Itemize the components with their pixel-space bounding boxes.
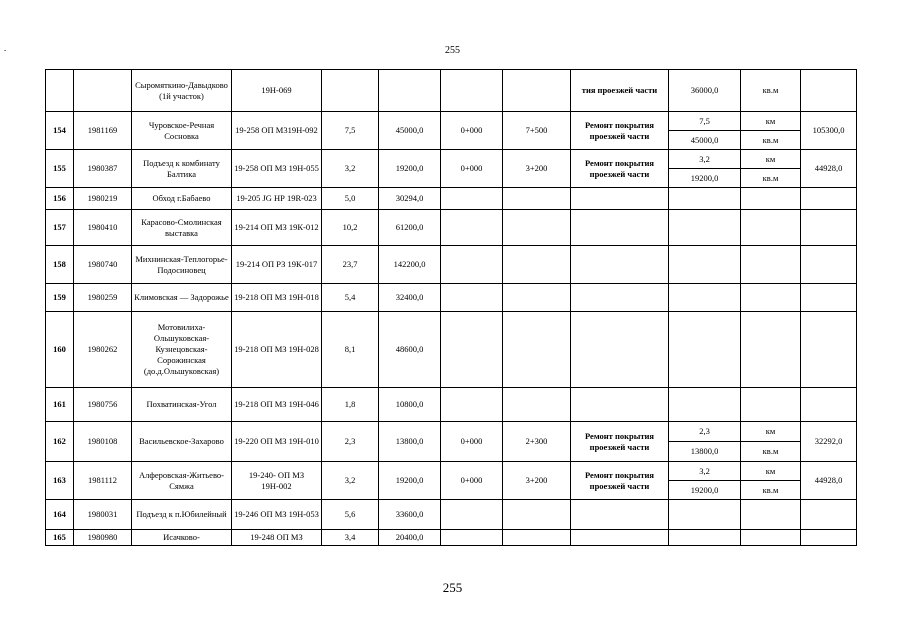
work-total: 105300,0 bbox=[801, 112, 857, 150]
road-id: 1980219 bbox=[74, 188, 132, 210]
empty-cell bbox=[741, 188, 801, 210]
work-unit-km: км bbox=[741, 112, 801, 131]
row-number: 161 bbox=[46, 388, 74, 422]
work-unit-km: км bbox=[741, 150, 801, 169]
road-name: Сыромяткино-Давыдково (1й участок) bbox=[132, 70, 232, 112]
road-name: Чуровское-Речная Сосновка bbox=[132, 112, 232, 150]
empty-cell bbox=[571, 284, 669, 312]
road-length: 5,0 bbox=[322, 188, 379, 210]
row-number: 158 bbox=[46, 246, 74, 284]
road-area: 10800,0 bbox=[379, 388, 441, 422]
empty-cell bbox=[801, 530, 857, 546]
work-total: 44928,0 bbox=[801, 150, 857, 188]
road-code: 19Н-069 bbox=[232, 70, 322, 112]
row-number: 162 bbox=[46, 422, 74, 462]
road-length: 8,1 bbox=[322, 312, 379, 388]
empty-cell bbox=[503, 188, 571, 210]
table-row bbox=[46, 500, 857, 530]
table-row bbox=[46, 530, 857, 546]
road-area: 20400,0 bbox=[379, 530, 441, 546]
road-id: 1980108 bbox=[74, 422, 132, 462]
table-row bbox=[46, 210, 857, 246]
empty-cell bbox=[669, 284, 741, 312]
row-number: 157 bbox=[46, 210, 74, 246]
empty-cell bbox=[441, 210, 503, 246]
km-end: 3+200 bbox=[503, 462, 571, 500]
empty-cell bbox=[441, 312, 503, 388]
work-type: Ремонт покрытия проезжей части bbox=[571, 112, 669, 150]
page-number-bottom: 255 bbox=[442, 580, 463, 595]
empty-cell bbox=[571, 500, 669, 530]
road-length: 7,5 bbox=[322, 112, 379, 150]
empty-cell bbox=[741, 388, 801, 422]
empty-cell bbox=[441, 188, 503, 210]
work-unit-area: кв.м bbox=[741, 481, 801, 500]
road-length: 10,2 bbox=[322, 210, 379, 246]
road-name: Васильевское-Захарово bbox=[132, 422, 232, 462]
road-length: 1,8 bbox=[322, 388, 379, 422]
empty-cell bbox=[571, 312, 669, 388]
roads-table bbox=[45, 69, 857, 546]
km-end: 3+200 bbox=[503, 150, 571, 188]
work-type: тия проезжей части bbox=[571, 70, 669, 112]
row-number: 154 bbox=[46, 112, 74, 150]
road-id: 1981169 bbox=[74, 112, 132, 150]
road-id: 1980387 bbox=[74, 150, 132, 188]
empty-cell bbox=[571, 188, 669, 210]
road-area: 19200,0 bbox=[379, 462, 441, 500]
km-start: 0+000 bbox=[441, 112, 503, 150]
empty-cell bbox=[669, 388, 741, 422]
work-unit-area: кв.м bbox=[741, 169, 801, 188]
work-qty-km: 7,5 bbox=[669, 112, 741, 131]
empty-cell bbox=[801, 388, 857, 422]
empty-cell bbox=[571, 530, 669, 546]
road-id: 1981112 bbox=[74, 462, 132, 500]
km-end: 7+500 bbox=[503, 112, 571, 150]
work-qty: 36000,0 bbox=[669, 70, 741, 112]
empty-cell bbox=[503, 210, 571, 246]
work-unit-area: кв.м bbox=[741, 131, 801, 150]
table-row bbox=[46, 188, 857, 210]
empty-cell bbox=[571, 210, 669, 246]
table-row bbox=[46, 150, 857, 169]
empty-cell bbox=[801, 312, 857, 388]
road-area: 32400,0 bbox=[379, 284, 441, 312]
work-qty-area: 45000,0 bbox=[669, 131, 741, 150]
road-code: 19-220 ОП МЗ 19Н-010 bbox=[232, 422, 322, 462]
road-area: 33600,0 bbox=[379, 500, 441, 530]
road-length: 3,2 bbox=[322, 150, 379, 188]
empty-cell bbox=[741, 284, 801, 312]
work-unit-area: кв.м bbox=[741, 442, 801, 462]
row-number: 155 bbox=[46, 150, 74, 188]
road-code: 19-218 ОП МЗ 19Н-046 bbox=[232, 388, 322, 422]
work-qty-km: 3,2 bbox=[669, 462, 741, 481]
empty-cell bbox=[669, 530, 741, 546]
road-name: Алферовская-Житьево-Сямжа bbox=[132, 462, 232, 500]
table-row bbox=[46, 112, 857, 131]
empty-cell bbox=[741, 210, 801, 246]
work-unit-km: км bbox=[741, 422, 801, 442]
empty-cell bbox=[503, 246, 571, 284]
empty-cell bbox=[503, 388, 571, 422]
row-number: 164 bbox=[46, 500, 74, 530]
empty-cell bbox=[669, 312, 741, 388]
road-area: 61200,0 bbox=[379, 210, 441, 246]
empty-cell bbox=[503, 284, 571, 312]
table-row bbox=[46, 246, 857, 284]
road-name: Михнинская-Теплогорье-Подосиновец bbox=[132, 246, 232, 284]
table-row bbox=[46, 422, 857, 442]
road-length: 3,4 bbox=[322, 530, 379, 546]
row-number: 163 bbox=[46, 462, 74, 500]
road-code: 19-214 ОП МЗ 19К-012 bbox=[232, 210, 322, 246]
row-number: 160 bbox=[46, 312, 74, 388]
road-name: Подъезд к п.Юбилейный bbox=[132, 500, 232, 530]
km-start: 0+000 bbox=[441, 422, 503, 462]
road-id: 1980980 bbox=[74, 530, 132, 546]
road-area: 19200,0 bbox=[379, 150, 441, 188]
road-area: 45000,0 bbox=[379, 112, 441, 150]
road-id: 1980740 bbox=[74, 246, 132, 284]
road-code: 19-218 ОП МЗ 19Н-028 bbox=[232, 312, 322, 388]
empty-cell bbox=[741, 530, 801, 546]
empty-cell bbox=[441, 284, 503, 312]
empty-cell bbox=[441, 388, 503, 422]
empty-cell bbox=[669, 500, 741, 530]
empty-cell bbox=[669, 188, 741, 210]
road-code: 19-248 ОП МЗ bbox=[232, 530, 322, 546]
road-length: 5,6 bbox=[322, 500, 379, 530]
road-length: 2,3 bbox=[322, 422, 379, 462]
work-type: Ремонт покрытия проезжей части bbox=[571, 150, 669, 188]
empty-cell bbox=[441, 246, 503, 284]
road-code: 19-218 ОП МЗ 19Н-018 bbox=[232, 284, 322, 312]
road-code: 19-205 JG НР 19R-023 bbox=[232, 188, 322, 210]
road-code: 19-246 ОП МЗ 19Н-053 bbox=[232, 500, 322, 530]
work-unit-km: км bbox=[741, 462, 801, 481]
row-number: 159 bbox=[46, 284, 74, 312]
road-area: 142200,0 bbox=[379, 246, 441, 284]
road-name: Карасово-Смолинская выставка bbox=[132, 210, 232, 246]
empty-cell bbox=[669, 246, 741, 284]
margin-mark: - bbox=[4, 46, 7, 54]
road-id: 1980031 bbox=[74, 500, 132, 530]
table-row bbox=[46, 70, 857, 112]
empty-cell bbox=[503, 530, 571, 546]
row-number: 165 bbox=[46, 530, 74, 546]
road-name: Исачково- bbox=[132, 530, 232, 546]
table-row bbox=[46, 284, 857, 312]
road-id: 1980259 bbox=[74, 284, 132, 312]
road-name: Обход г.Бабаево bbox=[132, 188, 232, 210]
road-id: 1980262 bbox=[74, 312, 132, 388]
km-start: 0+000 bbox=[441, 150, 503, 188]
empty-cell bbox=[801, 210, 857, 246]
row-number: 156 bbox=[46, 188, 74, 210]
table-row bbox=[46, 312, 857, 388]
work-qty-area: 19200,0 bbox=[669, 481, 741, 500]
page-number-top: 255 bbox=[445, 45, 460, 56]
road-name: Похватинская-Угол bbox=[132, 388, 232, 422]
empty-cell bbox=[801, 188, 857, 210]
road-name: Подъезд к комбинату Балтика bbox=[132, 150, 232, 188]
km-start: 0+000 bbox=[441, 462, 503, 500]
road-length: 3,2 bbox=[322, 462, 379, 500]
empty-cell bbox=[441, 530, 503, 546]
empty-cell bbox=[669, 210, 741, 246]
road-code: 19-214 ОП РЗ 19К-017 bbox=[232, 246, 322, 284]
work-type: Ремонт покрытия проезжей части bbox=[571, 422, 669, 462]
work-qty-km: 2,3 bbox=[669, 422, 741, 442]
empty-cell bbox=[441, 500, 503, 530]
empty-cell bbox=[801, 246, 857, 284]
road-area: 13800,0 bbox=[379, 422, 441, 462]
empty-cell bbox=[503, 500, 571, 530]
road-length: 5,4 bbox=[322, 284, 379, 312]
road-name: Мотовилиха-Ольшуковская-Кузнецовская-Сорожинская (до.д.Ольшуковская) bbox=[132, 312, 232, 388]
work-qty-km: 3,2 bbox=[669, 150, 741, 169]
empty-cell bbox=[571, 246, 669, 284]
empty-cell bbox=[741, 312, 801, 388]
road-area: 48600,0 bbox=[379, 312, 441, 388]
km-end: 2+300 bbox=[503, 422, 571, 462]
work-qty-area: 13800,0 bbox=[669, 442, 741, 462]
road-code: 19-240- ОП МЗ 19Н-002 bbox=[232, 462, 322, 500]
road-id: 1980756 bbox=[74, 388, 132, 422]
road-id: 1980410 bbox=[74, 210, 132, 246]
empty-cell bbox=[503, 312, 571, 388]
work-unit: кв.м bbox=[741, 70, 801, 112]
work-type: Ремонт покрытия проезжей части bbox=[571, 462, 669, 500]
work-total: 44928,0 bbox=[801, 462, 857, 500]
road-area: 30294,0 bbox=[379, 188, 441, 210]
road-code: 19-258 ОП МЗ 19Н-055 bbox=[232, 150, 322, 188]
table-row bbox=[46, 388, 857, 422]
road-length: 23,7 bbox=[322, 246, 379, 284]
empty-cell bbox=[571, 388, 669, 422]
road-name: Климовская — Задорожье bbox=[132, 284, 232, 312]
empty-cell bbox=[741, 500, 801, 530]
work-qty-area: 19200,0 bbox=[669, 169, 741, 188]
work-total: 32292,0 bbox=[801, 422, 857, 462]
empty-cell bbox=[741, 246, 801, 284]
table-row bbox=[46, 462, 857, 481]
empty-cell bbox=[801, 284, 857, 312]
empty-cell bbox=[801, 500, 857, 530]
road-code: 19-258 ОП М319Н-092 bbox=[232, 112, 322, 150]
